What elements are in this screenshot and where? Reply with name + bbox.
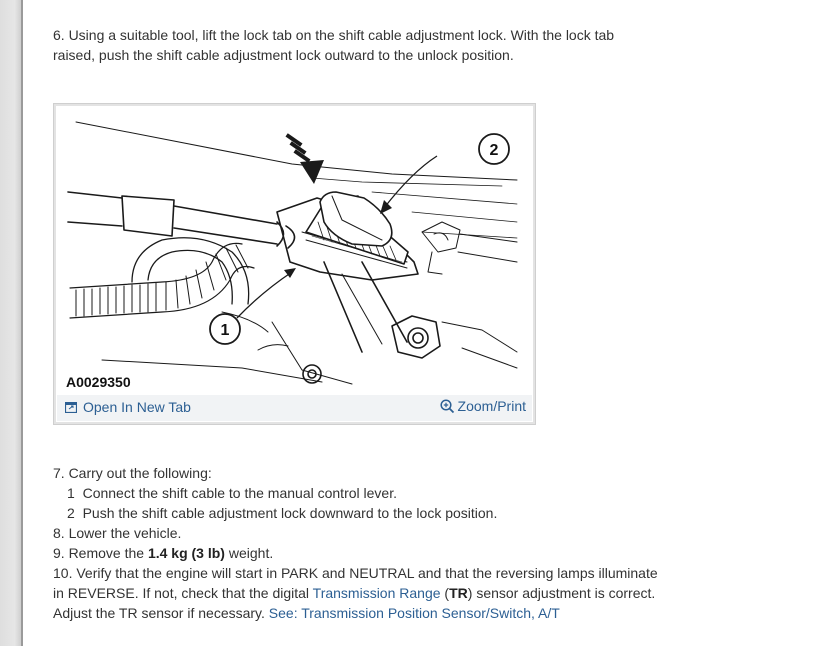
step-7-sub-2-text: Push the shift cable adjustment lock downward to the lock position. bbox=[82, 505, 498, 521]
figure-toolbar bbox=[57, 395, 532, 421]
step-7: 7. Carry out the following: bbox=[53, 465, 212, 481]
zoom-print-link[interactable] bbox=[440, 398, 526, 414]
step-7-sub-2-number: 2 bbox=[67, 505, 75, 521]
left-rail bbox=[0, 0, 21, 646]
new-tab-icon bbox=[65, 402, 77, 413]
callout-1-label: 1 bbox=[220, 322, 230, 339]
step-10-line-2 bbox=[53, 583, 658, 603]
step-10-line-1: 10. Verify that the engine will start in PARK and NEUTRAL and that the reversing lamps illuminate bbox=[53, 565, 658, 581]
left-rail-divider bbox=[21, 0, 23, 646]
callout-2-label: 2 bbox=[489, 142, 499, 159]
step-9 bbox=[53, 543, 658, 563]
step-10-line-3 bbox=[53, 603, 658, 623]
illustration-figure bbox=[53, 103, 536, 425]
step-7-sub-1-text: Connect the shift cable to the manual control lever. bbox=[82, 485, 397, 501]
transmission-range-link[interactable]: Transmission Range bbox=[312, 585, 441, 601]
step-6-line-1: 6. Using a suitable tool, lift the lock tab on the shift cable adjustment lock. With the lock tab bbox=[53, 27, 615, 43]
step-7-sub-2 bbox=[53, 503, 658, 523]
steps-list bbox=[53, 463, 658, 623]
step-10-text-c: ) sensor adjustment is correct. bbox=[467, 585, 656, 601]
step-7-sub-1-number: 1 bbox=[67, 485, 75, 501]
step-8: 8. Lower the vehicle. bbox=[53, 525, 182, 541]
step-6-line-2: raised, push the shift cable adjustment lock outward to the unlock position. bbox=[53, 47, 514, 63]
step-10-text-d: Adjust the TR sensor if necessary. bbox=[53, 605, 269, 621]
tr-abbrev: TR bbox=[449, 585, 468, 601]
shift-cable-illustration bbox=[62, 112, 527, 394]
open-in-new-tab-link[interactable] bbox=[65, 399, 191, 415]
figure-id: A0029350 bbox=[66, 374, 131, 390]
weight-value: 1.4 kg (3 lb) bbox=[147, 545, 225, 561]
zoom-print-label: Zoom/Print bbox=[457, 398, 526, 414]
step-10-text-b: ( bbox=[440, 585, 450, 601]
step-7-sub-1 bbox=[53, 483, 658, 503]
zoom-icon bbox=[440, 399, 455, 414]
see-tr-sensor-link[interactable]: See: Transmission Position Sensor/Switch, A/T bbox=[268, 605, 560, 621]
step-10-text-a: in REVERSE. If not, check that the digital bbox=[53, 585, 313, 601]
step-9-suffix: weight. bbox=[224, 545, 274, 561]
step-6 bbox=[53, 25, 614, 65]
step-9-prefix: 9. Remove the bbox=[53, 545, 148, 561]
open-in-new-tab-label: Open In New Tab bbox=[83, 399, 191, 415]
